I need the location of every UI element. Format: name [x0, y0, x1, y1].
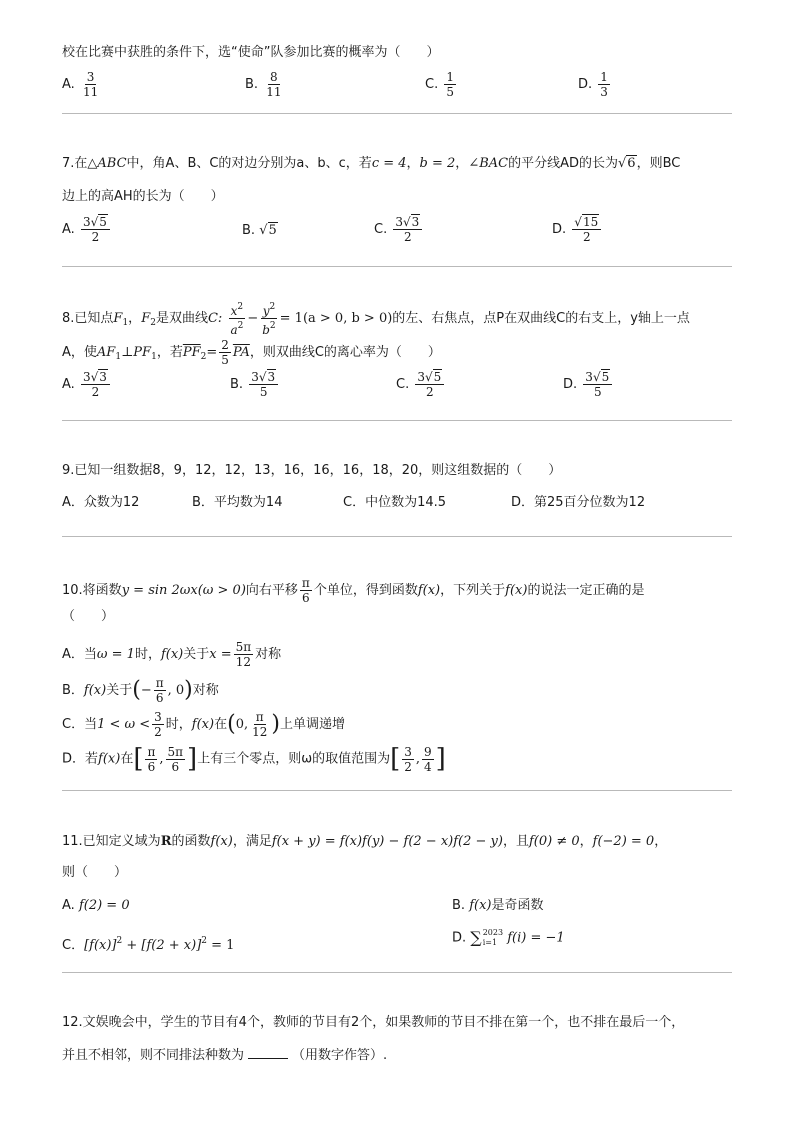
q11-option-b: B. f(x)是奇函数 [452, 898, 544, 913]
q8-option-b: B. $\frac{3√3}{5}$ [230, 370, 280, 399]
q11-option-a: A. f(2) = 0 [62, 898, 130, 913]
q9-option-d: D．第25百分位数为12 [511, 495, 646, 510]
q6-option-b: B. $\frac{8}{11}$ [245, 70, 282, 99]
q11-stem-line1: 11.已知定义域为R的函数f(x)，满足f(x + y) = f(x)f(y) − f(2 − x)f(2 − y)，且f(0) ≠ 0，f(−2) = 0， [62, 834, 668, 849]
q10-option-d: D．若f(x)在[ $\frac{\pi}{6}$ , $\frac{5\pi}{6}$ ]上有三个零点，则ω的取值范围为[ $\frac{3}{2}$ , $\frac{9}{4}$ ] [62, 744, 446, 774]
q8-stem-line1: 8.已知点$F_1$，$F_2$是双曲线C: $\frac{x^2}{a^2}$ − $\frac{y^2}{b^2}$ = 1(a > 0, b > 0)的左、右焦点，点P在双曲线C的右支上，y轴上一点 [62, 302, 690, 337]
q12-stem-line1: 12.文娱晚会中，学生的节目有4个，教师的节目有2个，如果教师的节目不排在第一个，也不排在最后一个， [62, 1015, 685, 1030]
q11-option-d: D. ∑ 2023 i=1 f(i) = −1 [452, 928, 565, 947]
q6-option-c: C. $\frac{1}{5}$ [425, 70, 454, 99]
q10-stem-line1: 10.将函数y = sin 2ωx(ω > 0)向右平移 $\frac{\pi}{6}$ 个单位，得到函数f(x)，下列关于f(x)的说法一定正确的是 [62, 576, 645, 605]
q11-option-c: C．$[f(x)]^2 + [f(2 + x)]^2 = 1$ [62, 936, 235, 953]
divider [62, 536, 732, 537]
q6-option-a: A. $\frac{3}{11}$ [62, 70, 99, 99]
q8-option-d: D. $\frac{3√5}{5}$ [563, 370, 614, 399]
q6-option-d: D. $\frac{1}{3}$ [578, 70, 608, 99]
q10-option-c: C．当1 < ω < $\frac{3}{2}$ 时，f(x)在(0, $\frac{\pi}{12}$ )上单调递增 [62, 710, 345, 739]
divider [62, 790, 732, 791]
answer-blank [248, 1046, 288, 1059]
divider [62, 420, 732, 421]
q8-stem-line2: A，使$AF_1\perp PF_1$，若$\overline{PF}_2=$ $\frac{2}{5}$ $\overline{PA}$，则双曲线C的离心率为（ ） [62, 338, 441, 367]
q7-option-a: A. $\frac{3√5}{2}$ [62, 215, 112, 244]
q7-option-b: B. √5 [242, 223, 277, 238]
q7-stem-line1: 7.在△ABC中，角A、B、C的对边分别为a、b、c，若c = 4，b = 2，∠BAC的平分线AD的长为√6，则BC [62, 156, 681, 171]
q10-option-b: B．f(x)关于(− $\frac{\pi}{6}$ , 0)对称 [62, 676, 219, 705]
q8-option-c: C. $\frac{3√5}{2}$ [396, 370, 446, 399]
q7-option-c: C. $\frac{3√3}{2}$ [374, 215, 424, 244]
q9-option-a: A．众数为12 [62, 495, 140, 510]
q7-option-d: D. $\frac{√15}{2}$ [552, 215, 603, 244]
q8-option-a: A. $\frac{3√3}{2}$ [62, 370, 112, 399]
q12-stem-line2: 并且不相邻，则不同排法种数为 （用数字作答）. [62, 1048, 388, 1063]
fraction: $\frac{3}{11}$ [82, 70, 99, 99]
divider [62, 972, 732, 973]
divider [62, 266, 732, 267]
q10-stem-line2: （ ） [62, 609, 115, 624]
fraction: $\frac{8}{11}$ [266, 70, 282, 99]
fraction: $\frac{1}{5}$ [446, 70, 454, 99]
divider [62, 113, 732, 114]
fraction: $\frac{1}{3}$ [600, 70, 608, 99]
q9-option-c: C．中位数为14.5 [343, 495, 447, 510]
q7-stem-line2: 边上的高AH的长为（ ） [62, 189, 224, 204]
q6-stem-tail: 校在比赛中获胜的条件下，选“使命”队参加比赛的概率为（ ） [62, 45, 440, 60]
q11-stem-line2: 则（ ） [62, 865, 128, 880]
q9-option-b: B．平均数为14 [192, 495, 283, 510]
q9-stem: 9.已知一组数据8，9，12，12，13，16，16，16，18，20，则这组数据的（ ） [62, 463, 562, 478]
q10-option-a: A．当ω = 1时，f(x)关于x = $\frac{5\pi}{12}$ 对称 [62, 640, 282, 669]
